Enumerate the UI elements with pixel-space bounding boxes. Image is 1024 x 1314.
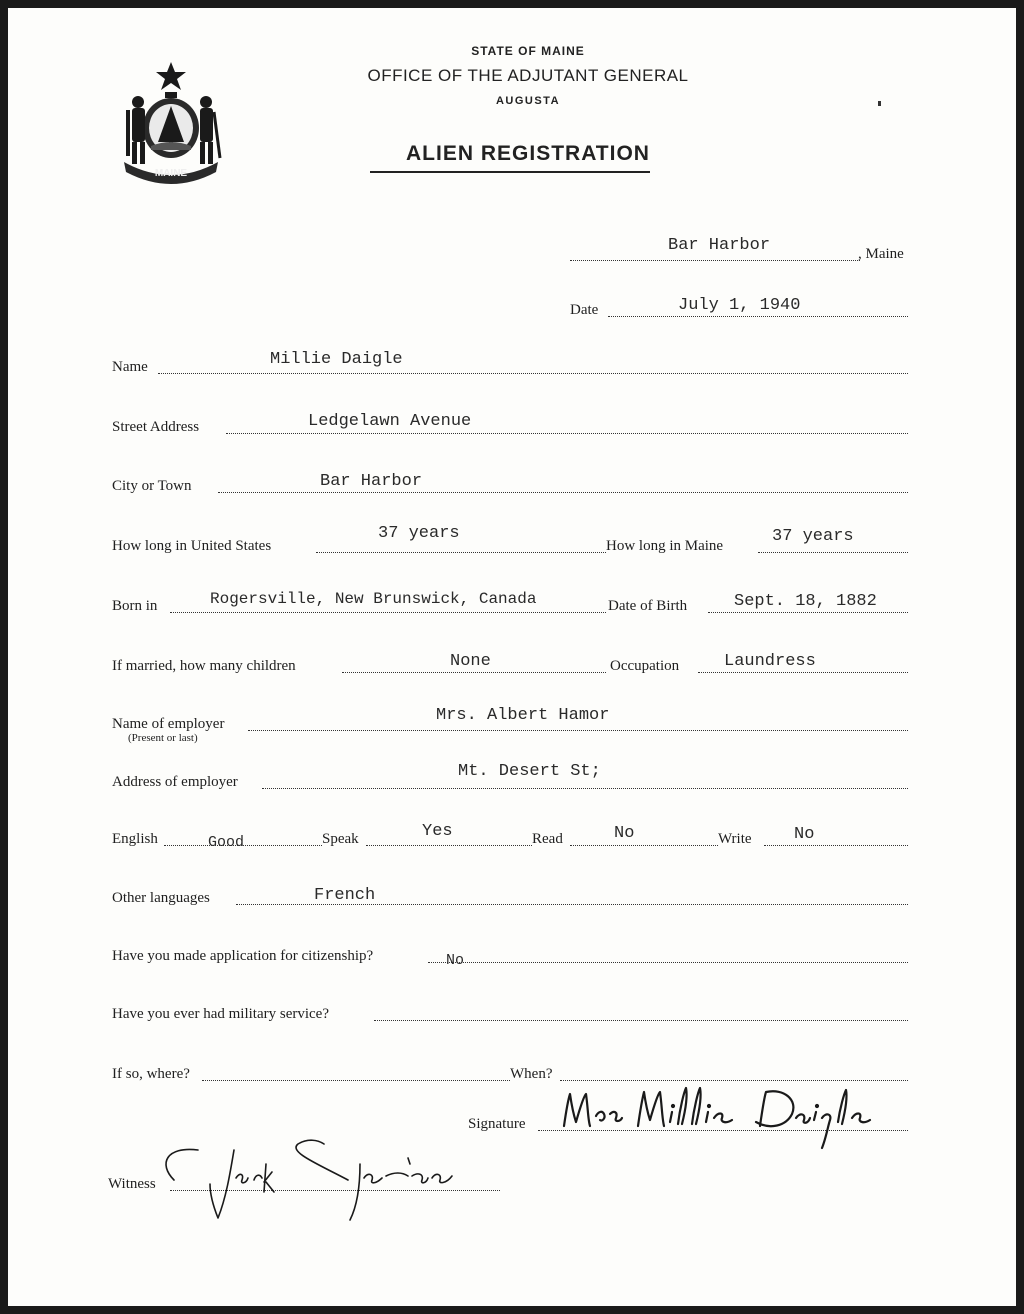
employer-name-line xyxy=(248,730,908,731)
speak-value: Yes xyxy=(422,822,453,841)
english-value: Good xyxy=(208,834,245,851)
born-in-label: Born in xyxy=(112,598,158,614)
date-of-birth-label: Date of Birth xyxy=(608,598,688,614)
write-label: Write xyxy=(718,831,752,847)
street-label: Street Address xyxy=(112,419,200,435)
city-town-label: City or Town xyxy=(112,478,192,494)
military-line xyxy=(374,1020,908,1021)
citizenship-line xyxy=(428,962,908,963)
read-line xyxy=(570,845,718,846)
employer-name-note: (Present or last) xyxy=(128,732,198,744)
citizenship-value: No xyxy=(446,952,465,969)
name-line xyxy=(158,373,908,374)
applicant-signature xyxy=(560,1082,880,1152)
when-line xyxy=(560,1080,908,1081)
speak-line xyxy=(366,845,532,846)
state-heading: STATE OF MAINE xyxy=(471,44,585,58)
date-value: July 1, 1940 xyxy=(678,296,801,315)
date-line xyxy=(608,316,908,317)
witness-signature xyxy=(138,1134,478,1224)
occupation-label: Occupation xyxy=(610,658,680,674)
form-title: ALIEN REGISTRATION xyxy=(406,142,650,165)
how-long-maine-label: How long in Maine xyxy=(606,538,724,554)
speak-label: Speak xyxy=(322,831,359,847)
svg-text:Jack Peterson: Jack Peterson xyxy=(138,1134,144,1135)
place-value: Bar Harbor xyxy=(668,236,771,255)
where-line xyxy=(202,1080,510,1081)
how-long-us-value: 37 years xyxy=(378,524,460,543)
name-label: Name xyxy=(112,359,148,375)
maine-label: , Maine xyxy=(858,246,904,262)
date-of-birth-line xyxy=(708,612,908,613)
city-heading: AUGUSTA xyxy=(495,95,561,107)
read-label: Read xyxy=(532,831,563,847)
read-value: No xyxy=(614,824,635,843)
date-of-birth-value: Sept. 18, 1882 xyxy=(734,592,877,611)
name-value: Millie Daigle xyxy=(270,350,403,369)
stray-mark xyxy=(878,101,881,106)
how-long-maine-line xyxy=(758,552,908,553)
born-in-value: Rogersville, New Brunswick, Canada xyxy=(210,590,537,608)
how-long-us-line xyxy=(316,552,606,553)
city-town-line xyxy=(218,492,908,493)
employer-name-value: Mrs. Albert Hamor xyxy=(436,706,610,725)
employer-address-value: Mt. Desert St; xyxy=(458,762,601,781)
place-line xyxy=(570,260,860,261)
english-label: English xyxy=(112,831,158,847)
occupation-line xyxy=(698,672,908,673)
born-in-line xyxy=(170,612,606,613)
where-label: If so, where? xyxy=(112,1066,190,1082)
children-label: If married, how many children xyxy=(112,658,296,674)
svg-text:Mrs Millie Daigle: Mrs Millie Daigle xyxy=(560,1082,568,1083)
registration-form xyxy=(8,8,1016,1306)
witness-label: Witness xyxy=(108,1176,156,1192)
state-seal-icon xyxy=(116,58,226,186)
date-label: Date xyxy=(570,302,599,318)
employer-name-label: Name of employer xyxy=(112,716,225,732)
children-value: None xyxy=(450,652,491,671)
employer-address-line xyxy=(262,788,908,789)
office-heading: OFFICE OF THE ADJUTANT GENERAL xyxy=(367,66,689,85)
street-line xyxy=(226,433,908,434)
other-languages-label: Other languages xyxy=(112,890,210,906)
write-value: No xyxy=(794,825,815,844)
other-languages-value: French xyxy=(314,886,376,905)
employer-address-label: Address of employer xyxy=(112,774,238,790)
street-value: Ledgelawn Avenue xyxy=(308,412,472,431)
how-long-maine-value: 37 years xyxy=(772,527,854,546)
how-long-us-label: How long in United States xyxy=(112,538,272,554)
write-line xyxy=(764,845,908,846)
svg-text:MAINE: MAINE xyxy=(154,168,188,179)
occupation-value: Laundress xyxy=(724,652,816,671)
children-line xyxy=(342,672,606,673)
military-label: Have you ever had military service? xyxy=(112,1006,329,1022)
title-underline xyxy=(370,171,650,173)
when-label: When? xyxy=(510,1066,553,1082)
citizenship-label: Have you made application for citizenship? xyxy=(112,948,374,964)
signature-label: Signature xyxy=(468,1116,526,1132)
city-town-value: Bar Harbor xyxy=(320,472,423,491)
